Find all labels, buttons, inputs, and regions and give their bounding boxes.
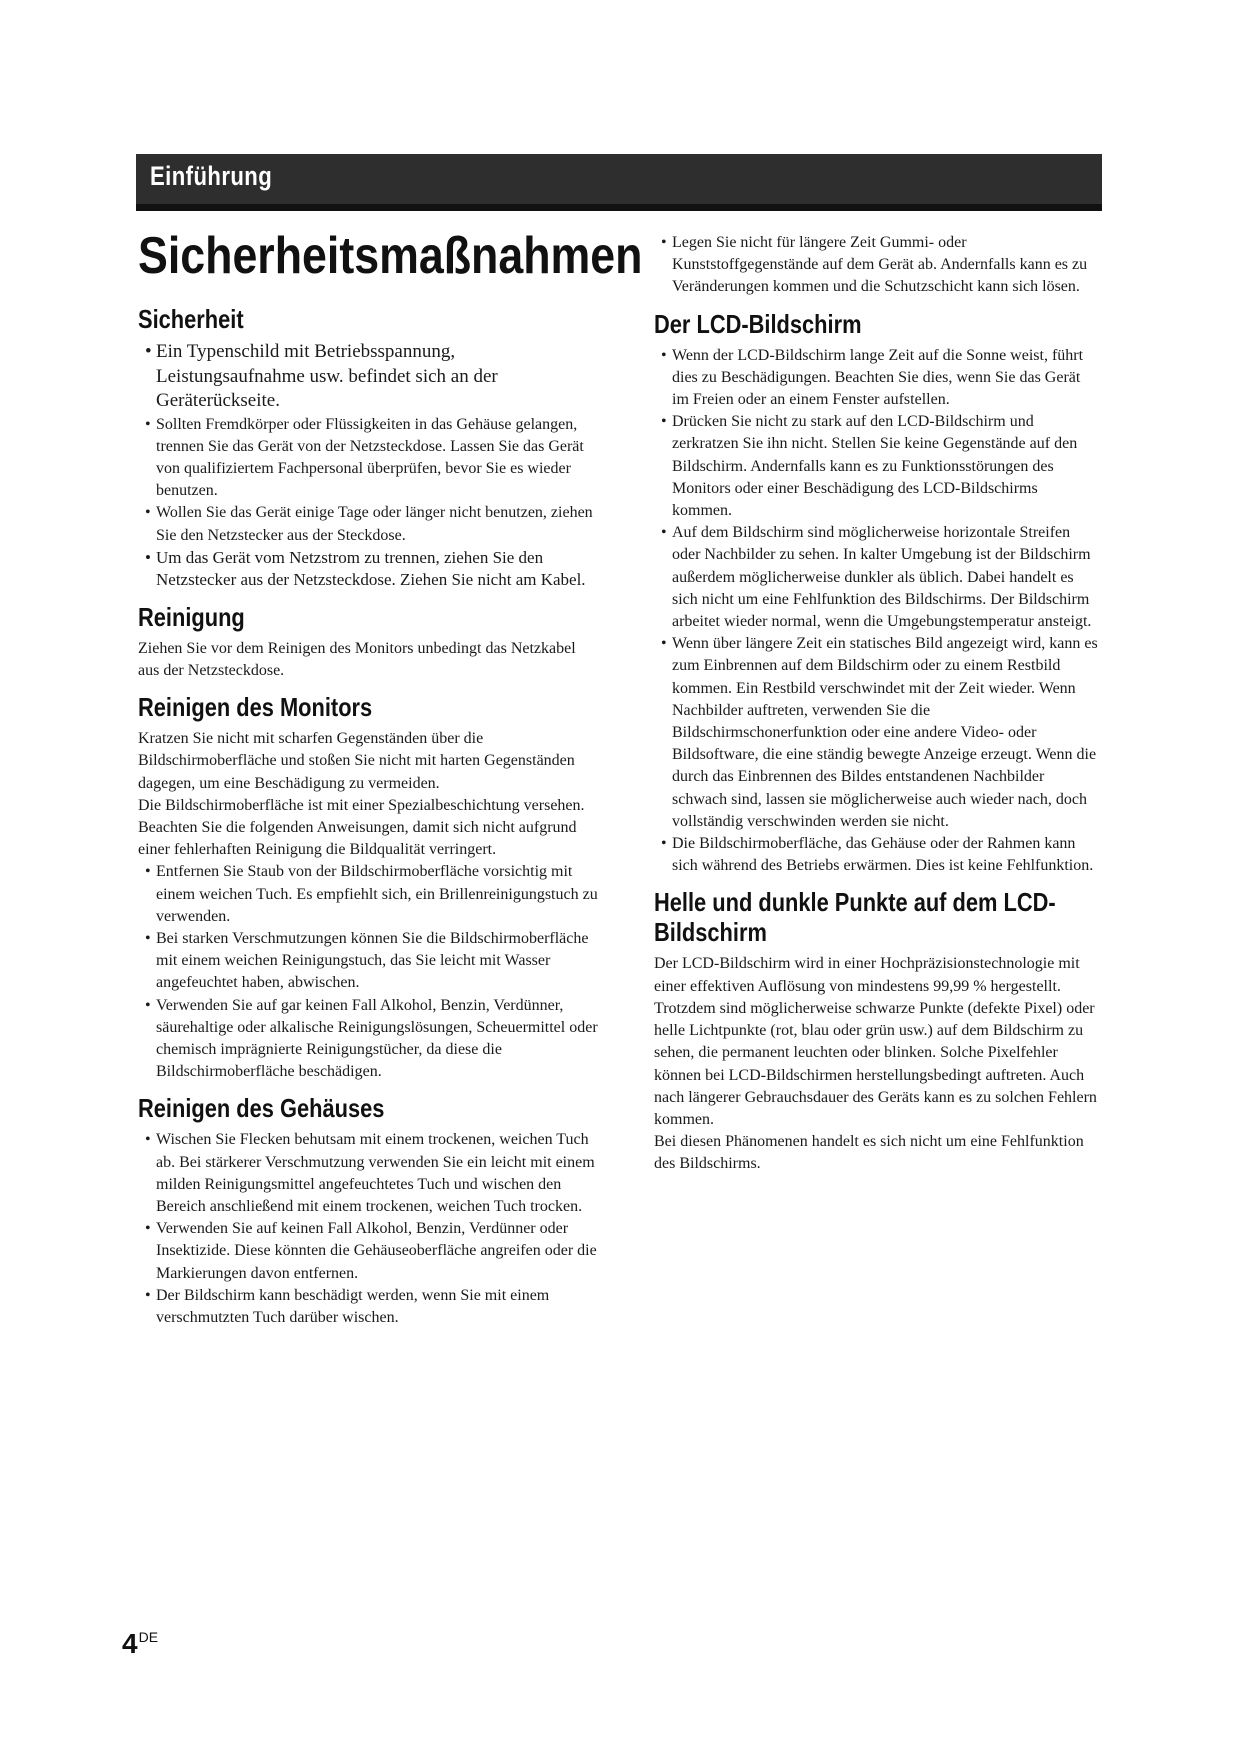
heading-sicherheit: Sicherheit xyxy=(138,304,244,334)
list-item: • Verwenden Sie auf gar keinen Fall Alkohol, Benzin, Verdünner, säurehaltige oder alkalische Reinigungslösungen, Scheuermittel oder chemisch imprägnierte Reinigungstücher, da diese die Bildschirmoberfläche beschädigen. xyxy=(138,995,598,1084)
list-item: • Bei starken Verschmutzungen können Sie die Bildschirmoberfläche mit einem weichen Reinigungstuch, das Sie leicht mit Wasser angefeuchtet haben, abwischen. xyxy=(138,928,598,995)
section-header-bar xyxy=(136,154,1102,211)
list-sicherheit xyxy=(138,340,598,592)
list-item: • Ein Typenschild mit Betriebsspannung, Leistungsaufnahme usw. befindet sich an der Geräterückseite. xyxy=(138,340,598,414)
page-language: DE xyxy=(138,1629,159,1645)
heading-punkte: Helle und dunkle Punkte auf dem LCD-Bildschirm xyxy=(654,887,1056,948)
heading-reinigen-gehaeuse: Reinigen des Gehäuses xyxy=(138,1093,385,1124)
paragraph: Bei diesen Phänomenen handelt es sich nicht um eine Fehlfunktion des Bildschirms. xyxy=(654,1133,1084,1173)
page-number-value: 4 xyxy=(122,1628,138,1659)
page-number xyxy=(122,1628,158,1660)
list-item: • Wenn der LCD-Bildschirm lange Zeit auf die Sonne weist, führt dies zu Beschädigungen. Beachten Sie dies, wenn Sie das Gerät im Freien oder an einem Fenster aufstellen. xyxy=(654,345,1100,412)
list-item: • Legen Sie nicht für längere Zeit Gummi- oder Kunststoffgegenstände auf dem Gerät ab. Andernfalls kann es zu Veränderungen kommen und die Schutzschicht kann sich lösen. xyxy=(654,232,1100,299)
list-item: • Wenn über längere Zeit ein statisches Bild angezeigt wird, kann es zum Einbrennen auf dem Bildschirm oder zu einem Restbild kommen. Ein Restbild verschwindet mit der Zeit wieder. Wenn Nachbilder auftreten, verwenden Sie die Bildschirmschonerfunktion oder eine andere Video- oder Bildsoftware, die eine ständig bewegte Anzeige erzeugt. Wenn die durch das Einbrennen des Bildes entstandenen Nachbilder schwach sind, lassen sie möglicherweise auch wieder nach, doch vollständig verschwinden werden sie nicht. xyxy=(654,633,1100,833)
paragraph: Die Bildschirmoberfläche ist mit einer Spezialbeschichtung versehen. xyxy=(138,796,585,814)
list-item: • Drücken Sie nicht zu stark auf den LCD-Bildschirm und zerkratzen Sie ihn nicht. Stellen Sie keine Gegenstände auf den Bildschirm. Andernfalls kann es zu Funktionsstörungen des Monitors oder einer Beschädigung des LCD-Bildschirms kommen. xyxy=(654,411,1100,522)
list-intro xyxy=(654,232,1100,299)
paragraph: Ziehen Sie vor dem Reinigen des Monitors unbedingt das Netzkabel aus der Netzsteckdose. xyxy=(138,639,576,679)
list-item: • Auf dem Bildschirm sind möglicherweise horizontale Streifen oder Nachbilder zu sehen. In kalter Umgebung ist der Bildschirm außerdem möglicherweise dunkler als üblich. Dabei handelt es sich nicht um eine Fehlfunktion des Bildschirms. Der Bildschirm arbeitet wieder normal, wenn die Umgebungstemperatur ansteigt. xyxy=(654,522,1100,633)
left-column xyxy=(138,226,643,1329)
list-item: • Wischen Sie Flecken behutsam mit einem trockenen, weichen Tuch ab. Bei stärkerer Verschmutzung verwenden Sie ein leicht mit einem milden Reinigungsmittel angefeuchtetes Tuch und wischen den Bereich anschließend mit einem trockenen, weichen Tuch trocken. xyxy=(138,1129,598,1218)
list-item: • Um das Gerät vom Netzstrom zu trennen, ziehen Sie den Netzstecker aus der Netzsteckdose. Ziehen Sie nicht am Kabel. xyxy=(138,547,598,592)
heading-reinigung: Reinigung xyxy=(138,601,245,632)
list-item: • Verwenden Sie auf keinen Fall Alkohol, Benzin, Verdünner oder Insektizide. Diese könnten die Gehäuseoberfläche angreifen oder die Markierungen davon entfernen. xyxy=(138,1218,598,1285)
list-item: • Die Bildschirmoberfläche, das Gehäuse oder der Rahmen kann sich während des Betriebs erwärmen. Dies ist keine Fehlfunktion. xyxy=(654,833,1100,877)
list-item: • Der Bildschirm kann beschädigt werden, wenn Sie mit einem verschmutzten Tuch darüber wischen. xyxy=(138,1285,598,1329)
paragraph: Beachten Sie die folgenden Anweisungen, damit sich nicht aufgrund einer fehlerhaften Reinigung die Bildqualität verringert. xyxy=(138,818,577,859)
right-column xyxy=(654,232,1100,1176)
list-item: • Entfernen Sie Staub von der Bildschirmoberfläche vorsichtig mit einem weichen Tuch. Es empfiehlt sich, ein Brillenreinigungstuch zu verwenden. xyxy=(138,861,598,928)
list-item: • Sollten Fremdkörper oder Flüssigkeiten in das Gehäuse gelangen, trennen Sie das Gerät von der Netzsteckdose. Lassen Sie das Gerät von qualifiziertem Fachpersonal überprüfen, bevor Sie es wieder benutzen. xyxy=(138,414,598,503)
paragraph: Kratzen Sie nicht mit scharfen Gegenständen über die Bildschirmoberfläche und stoßen Sie nicht mit harten Gegenständen dagegen, um eine Beschädigung zu vermeiden. xyxy=(138,730,575,792)
list-reinigen-gehaeuse xyxy=(138,1129,598,1329)
page-title: Sicherheitsmaßnahmen xyxy=(138,227,643,285)
section-title: Einführung xyxy=(150,161,273,191)
heading-reinigen-monitor: Reinigen des Monitors xyxy=(138,692,373,723)
list-lcd-bildschirm xyxy=(654,345,1100,878)
list-reinigen-monitor xyxy=(138,861,598,1083)
paragraph: Der LCD-Bildschirm wird in einer Hochpräzisionstechnologie mit einer effektiven Auflösung von mindestens 99,99 % hergestellt. Trotzdem sind möglicherweise schwarze Punkte (defekte Pixel) oder helle Lichtpunkte (rot, blau oder grün usw.) auf dem Bildschirm zu sehen, die permanent leuchten oder blinken. Solche Pixelfehler können bei LCD-Bildschirmen herstellungsbedingt auftreten. Auch nach längerer Gebrauchsdauer des Geräts kann es zu solchen Fehlern kommen. xyxy=(654,955,1097,1128)
heading-lcd-bildschirm: Der LCD-Bildschirm xyxy=(654,308,862,339)
list-item: • Wollen Sie das Gerät einige Tage oder länger nicht benutzen, ziehen Sie den Netzstecker aus der Steckdose. xyxy=(138,502,598,546)
